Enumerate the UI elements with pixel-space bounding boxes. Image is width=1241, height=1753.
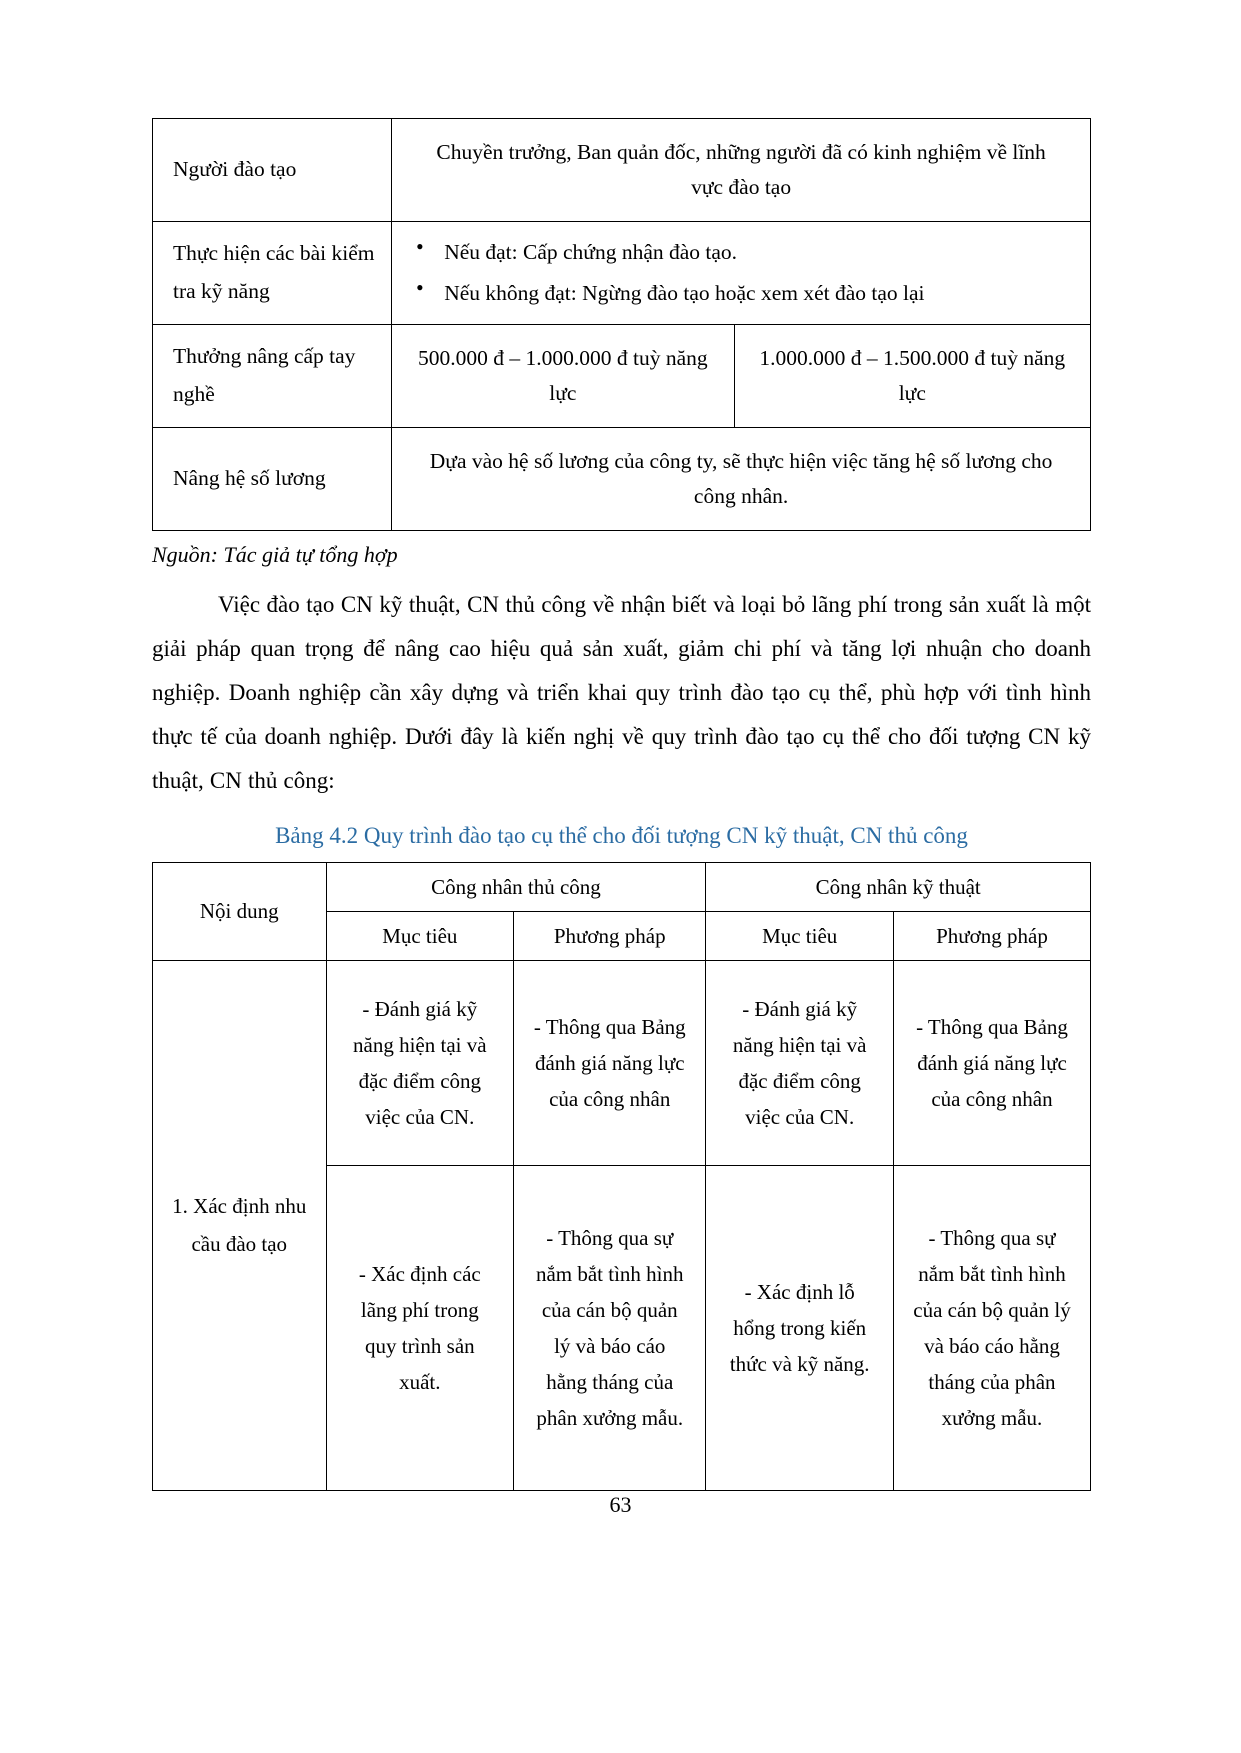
table-row bbox=[153, 221, 1091, 325]
table-row bbox=[153, 119, 1091, 222]
cell-thuong-muc-2: 1.000.000 đ – 1.500.000 đ tuỳ năng lực bbox=[734, 325, 1090, 428]
row-label-xac-dinh-nhu-cau-dao-tao: 1. Xác định nhu cầu đào tạo bbox=[153, 960, 327, 1490]
header-noi-dung: Nội dung bbox=[153, 862, 327, 960]
row-label-nang-he-so-luong: Nâng hệ số lương bbox=[153, 427, 392, 530]
cell-tc-phuong-phap-1: - Thông qua Bảng đánh giá năng lực của công nhân bbox=[514, 960, 706, 1165]
cell-thuong-muc-1: 500.000 đ – 1.000.000 đ tuỳ năng lực bbox=[392, 325, 734, 428]
cell-tc-muc-tieu-2: - Xác định các lãng phí trong quy trình sản xuất. bbox=[326, 1165, 514, 1490]
list-item: ● Nếu không đạt: Ngừng đào tạo hoặc xem xét đào tạo lại bbox=[438, 273, 1078, 314]
list-item: ● Nếu đạt: Cấp chứng nhận đào tạo. bbox=[438, 232, 1078, 273]
cell-kiem-tra-bullets bbox=[392, 221, 1091, 325]
body-paragraph: Việc đào tạo CN kỹ thuật, CN thủ công về nhận biết và loại bỏ lãng phí trong sản xuất là một giải pháp quan trọng để nâng cao hiệu quả sản xuất, giảm chi phí và tăng lợi nhuận cho doanh nghiệp. Doanh nghiệp cần xây dựng và triển khai quy trình đào tạo cụ thể, phù hợp với tình hình thực tế của doanh nghiệp. Dưới đây là kiến nghị về quy trình đào tạo cụ thể cho đối tượng CN kỹ thuật, CN thủ công: bbox=[152, 591, 1091, 794]
cell-tc-muc-tieu-1: - Đánh giá kỹ năng hiện tại và đặc điểm công việc của CN. bbox=[326, 960, 514, 1165]
table-row bbox=[153, 427, 1091, 530]
training-process-table bbox=[152, 862, 1091, 1491]
bullet-list bbox=[404, 232, 1078, 315]
row-label-nguoi-dao-tao: Người đào tạo bbox=[153, 119, 392, 222]
cell-kt-muc-tieu-2: - Xác định lỗ hổng trong kiến thức và kỹ năng. bbox=[706, 1165, 894, 1490]
header-group-cong-nhan-thu-cong: Công nhân thủ công bbox=[326, 862, 706, 911]
row-label-thuong-nang-cap: Thưởng nâng cấp tay nghề bbox=[153, 325, 392, 428]
cell-nang-he-so-luong-value: Dựa vào hệ số lương của công ty, sẽ thực hiện việc tăng hệ số lương cho công nhân. bbox=[392, 427, 1091, 530]
page-number: 63 bbox=[609, 1492, 632, 1517]
cell-kt-phuong-phap-2: - Thông qua sự nắm bắt tình hình của cán bộ quản lý và báo cáo hằng tháng của phân xưởng mẫu. bbox=[893, 1165, 1090, 1490]
cell-nguoi-dao-tao-value: Chuyền trưởng, Ban quản đốc, những người đã có kinh nghiệm về lĩnh vực đào tạo bbox=[392, 119, 1091, 222]
table-row bbox=[153, 960, 1091, 1165]
training-policy-table bbox=[152, 118, 1091, 531]
table-caption: Bảng 4.2 Quy trình đào tạo cụ thể cho đối tượng CN kỹ thuật, CN thủ công bbox=[275, 823, 968, 849]
row-label-kiem-tra-ky-nang: Thực hiện các bài kiểm tra kỹ năng bbox=[153, 221, 392, 325]
table-header-row-groups bbox=[153, 862, 1091, 911]
header-group-cong-nhan-ky-thuat: Công nhân kỹ thuật bbox=[706, 862, 1091, 911]
cell-kt-muc-tieu-1: - Đánh giá kỹ năng hiện tại và đặc điểm công việc của CN. bbox=[706, 960, 894, 1165]
header-muc-tieu-thu-cong: Mục tiêu bbox=[326, 911, 514, 960]
source-note: Nguồn: Tác giả tự tổng hợp bbox=[152, 541, 398, 567]
header-phuong-phap-thu-cong: Phương pháp bbox=[514, 911, 706, 960]
header-phuong-phap-ky-thuat: Phương pháp bbox=[893, 911, 1090, 960]
table-row bbox=[153, 325, 1091, 428]
cell-kt-phuong-phap-1: - Thông qua Bảng đánh giá năng lực của công nhân bbox=[893, 960, 1090, 1165]
cell-tc-phuong-phap-2: - Thông qua sự nắm bắt tình hình của cán bộ quản lý và báo cáo hằng tháng của phân xưởng mẫu. bbox=[514, 1165, 706, 1490]
header-muc-tieu-ky-thuat: Mục tiêu bbox=[706, 911, 894, 960]
